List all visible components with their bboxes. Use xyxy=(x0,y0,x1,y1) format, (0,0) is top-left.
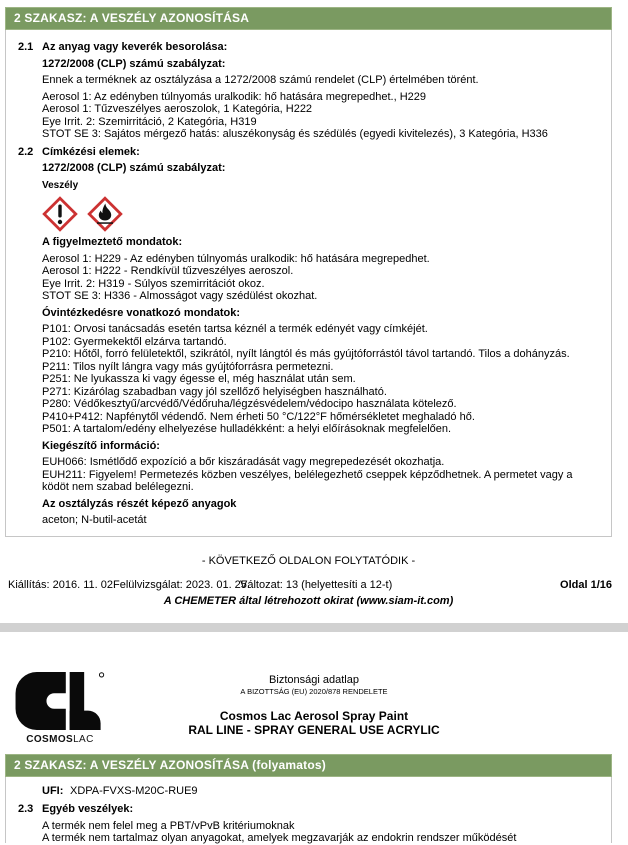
document-title-block xyxy=(110,674,518,737)
page-separator-band xyxy=(0,623,628,632)
hazard-statement-line: Aerosol 1: H229 - Az edényben túlnyomás uralkodik: hő hatására megrepedhet. xyxy=(42,252,430,265)
hazard-statement-line: STOT SE 3: H336 - Almosságot vagy szédülést okozhat. xyxy=(42,290,318,302)
regulation-reference: A BIZOTTSÁG (EU) 2020/878 RENDELETE xyxy=(240,687,388,696)
subsection-title: Címkézési elemek: xyxy=(42,145,140,158)
issue-date: Kiállítás: 2016. 11. 02. xyxy=(8,578,117,591)
precaution-statements-list xyxy=(42,323,599,436)
cosmoslac-logo-text xyxy=(8,734,112,745)
supplement-statements-list xyxy=(42,456,599,494)
classification-line: Aerosol 1: Az edényben túlnyomás uralkodik: hő hatására megrepedhet., H229 xyxy=(42,90,427,103)
sds-document-view xyxy=(0,7,628,844)
hazard-statements-heading: A figyelmeztető mondatok: xyxy=(42,236,183,248)
precaution-statement-line: P211: Tilos nyílt lángra vagy más gyújtóforrásra permetezni. xyxy=(42,360,334,373)
ghs02-flame-icon xyxy=(87,196,123,232)
subsection-2-2-heading xyxy=(6,146,611,159)
product-name-line2: RAL LINE - SPRAY GENERAL USE ACRYLIC xyxy=(188,723,440,737)
version-info: Változat: 13 (helyettesíti a 12-t) xyxy=(240,578,393,591)
supplement-info-heading: Kiegészítő információ: xyxy=(42,439,160,452)
ufi-value: XDPA-FVXS-M20C-RUE9 xyxy=(70,785,198,797)
section-2-continued-bar-wrap xyxy=(5,754,612,777)
classification-line: Aerosol 1: Tűzveszélyes aeroszolok, 1 Kategória, H222 xyxy=(42,103,313,115)
document-title: Biztonsági adatlap xyxy=(269,674,359,686)
subsection-2-1-heading xyxy=(6,41,611,54)
page-2 xyxy=(0,632,628,844)
logo-text-bold: COSMOS xyxy=(26,734,74,745)
subsection-number: 2.1 xyxy=(18,41,34,53)
subsection-number: 2.2 xyxy=(18,145,34,158)
section-2-content-box xyxy=(5,30,612,537)
section-2-continued-content-box xyxy=(5,777,612,843)
precaution-statement-line: P410+P412: Napfénytől védendő. Nem érheti 50 °C/122°F hőmérsékletet meghaladó hő. xyxy=(42,410,475,423)
classification-substances-value: aceton; N-butil-acetát xyxy=(42,514,147,526)
precaution-statement-line: P101: Orvosi tanácsadás esetén tartsa kéznél a termék edényét vagy címkéjét. xyxy=(42,323,428,335)
precaution-statement-line: P210: Hőtől, forró felületektől, szikrától, nyílt lángtól és más gyújtóforrástól távol tartandó. Tilos a dohányzás. xyxy=(42,348,570,360)
hazard-statement-line: Eye Irrit. 2: H319 - Súlyos szemirritációt okoz. xyxy=(42,277,265,290)
cosmoslac-logo-icon xyxy=(14,672,106,730)
page-2-header xyxy=(0,632,628,754)
cosmoslac-logo xyxy=(8,672,112,745)
other-hazards-list xyxy=(42,820,599,845)
generator-credit: A CHEMETER által létrehozott okirat (www.siam-it.com) xyxy=(163,594,454,607)
signal-word: Veszély xyxy=(42,179,79,191)
classification-line: Eye Irrit. 2: Szemirritáció, 2 Kategória, H319 xyxy=(42,115,257,128)
subsection-number: 2.3 xyxy=(18,803,34,815)
revision-date: Felülvizsgálat: 2023. 01. 25. xyxy=(113,578,250,591)
ufi-label: UFI: xyxy=(42,785,64,797)
page-1 xyxy=(5,7,612,608)
ufi-row xyxy=(42,785,611,798)
page-number: Oldal 1/16 xyxy=(560,578,612,591)
hazard-statements-list xyxy=(42,253,599,303)
ghs-pictogram-row xyxy=(42,196,599,232)
subsection-title: Az anyag vagy keverék besorolása: xyxy=(42,41,228,53)
precaution-statement-line: P102: Gyermekektől elzárva tartandó. xyxy=(42,335,227,348)
subsection-title: Egyéb veszélyek: xyxy=(42,803,134,815)
precaution-statement-line: P280: Védőkesztyű/arcvédő/Védőruha/légzésvédelem/védocipo használata kötelező. xyxy=(42,398,457,410)
supplement-statement-line: EUH066: Ismétlődő expozíció a bőr kiszáradását vagy megrepedezését okozhatja. xyxy=(42,456,445,468)
precaution-statement-line: P501: A tartalom/edény elhelyezése hulladékként: a helyi előírásoknak megfelelően. xyxy=(42,423,452,435)
supplement-statement-line: EUH211: Figyelem! Permetezés közben veszélyes, belélegezhető cseppek képződhetnek. A permetet vagy a ködöt nem szabad belélegezni. xyxy=(42,468,573,493)
classification-line: STOT SE 3: Sajátos mérgező hatás: aluszékonyság és szédülés (egyedi kivitelezés), 3 Kategória, H336 xyxy=(42,128,548,140)
product-name-line1: Cosmos Lac Aerosol Spray Paint xyxy=(219,709,409,723)
subsection-2-3-heading xyxy=(6,803,611,816)
continues-on-next-page-note: - KÖVETKEZŐ OLDALON FOLYTATÓDIK - xyxy=(201,554,416,567)
logo-text-light: LAC xyxy=(73,734,94,745)
section-2-header-bar: 2 SZAKASZ: A VESZÉLY AZONOSÍTÁSA xyxy=(5,7,612,30)
precaution-statement-line: P251: Ne lyukassza ki vagy égesse el, még használat után sem. xyxy=(42,373,356,385)
other-hazard-line: A termék nem felel meg a PBT/vPvB kritériumoknak xyxy=(42,819,295,832)
classification-intro: Ennek a terméknek az osztályzása a 1272/2008 számú rendelet (CLP) értelmében törént. xyxy=(42,74,479,86)
precaution-statement-line: P271: Kizárólag szabadban vagy jól szellőző helyiségben használható. xyxy=(42,385,387,398)
page-footer-meta-row xyxy=(5,579,612,592)
section-2-continued-header-bar: 2 SZAKASZ: A VESZÉLY AZONOSÍTÁSA (folyamatos) xyxy=(5,754,612,777)
classification-substances-heading: Az osztályzás részét képező anyagok xyxy=(42,497,237,510)
ghs07-exclamation-icon xyxy=(42,196,78,232)
hazard-statement-line: Aerosol 1: H222 - Rendkívül tűzveszélyes aeroszol. xyxy=(42,265,294,277)
other-hazard-line: A termék nem tartalmaz olyan anyagokat, amelyek megzavarják az endokrin rendszer működését xyxy=(42,832,517,844)
clp-regulation-heading: 1272/2008 (CLP) számú szabályzat: xyxy=(42,57,226,70)
clp-regulation-heading: 1272/2008 (CLP) számú szabályzat: xyxy=(42,162,226,174)
precaution-statements-heading: Óvintézkedésre vonatkozó mondatok: xyxy=(42,306,241,319)
classification-list xyxy=(42,91,599,141)
